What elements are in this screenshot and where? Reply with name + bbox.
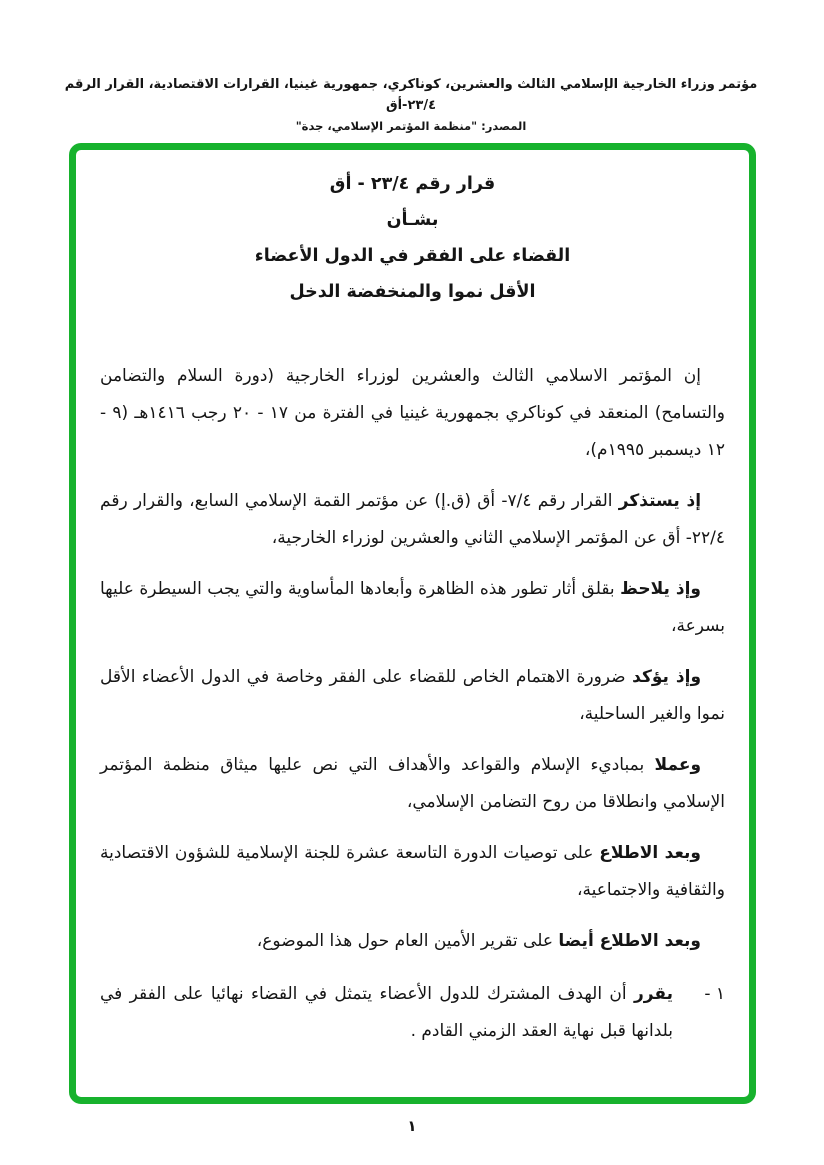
title-regarding: بشـأن [386, 210, 439, 230]
paragraph-text: على توصيات الدورة التاسعة عشرة للجنة الإسلامية للشؤون الاقتصادية والثقافية والاجتماعية، [100, 843, 725, 900]
paragraph-text: إن المؤتمر الاسلامي الثالث والعشرين لوزراء الخارجية (دورة السلام والتضامن والتسامح) المنعقد في كوناكري بجمهورية غينيا في الفترة من ١٧ - ٢٠ رجب ١٤١٦هـ (٩ - ١٢ ديسمبر ١٩٩٥م)، [100, 366, 726, 460]
title-subject-line1: القضاء على الفقر في الدول الأعضاء [254, 246, 571, 266]
paragraph-acting [100, 747, 725, 821]
paragraph-lead: وإذ يؤكد [632, 667, 702, 687]
paragraph-lead: وبعد الاطلاع أيضا [558, 931, 701, 951]
paragraph-having-considered [100, 835, 725, 909]
paragraph-noting [100, 571, 725, 645]
paragraph-lead: وبعد الاطلاع [599, 843, 701, 863]
paragraph-lead: إذ يستذكر [618, 491, 702, 511]
paragraph-text: القرار رقم ٧/٤- أق (ق.إ) عن مؤتمر القمة الإسلامي السابع، والقرار رقم ٢٢/٤- أق عن المؤتمر الإسلامي الثاني والعشرين لوزراء الخارجية، [100, 491, 725, 548]
item-text: أن الهدف المشترك للدول الأعضاء يتمثل في القضاء نهائيا على الفقر في بلدانها قبل نهاية العقد الزمني القادم . [100, 984, 673, 1041]
paragraph-having-considered-also [100, 923, 725, 960]
page-number: ١ [407, 1117, 417, 1135]
title-subject-line2: الأقل نموا والمنخفضة الدخل [289, 282, 536, 302]
paragraph-text: على تقرير الأمين العام حول هذا الموضوع، [256, 931, 554, 951]
header-source-line: مؤتمر وزراء الخارجية الإسلامي الثالث والعشرين، كوناكري، جمهورية غينيا، القرارات الاقتصادية، القرار الرقم ٢٣/٤-أق [64, 77, 758, 113]
resolution-title-block [100, 166, 725, 310]
resolution-green-frame [69, 143, 756, 1104]
paragraph-affirming [100, 659, 725, 733]
item-lead: يقرر [634, 984, 673, 1004]
paragraph-lead: وعملا [654, 755, 702, 775]
item-number: ١ - [704, 984, 725, 1004]
resolution-body [100, 358, 725, 1050]
resolution-number-title: قرار رقم ٢٣/٤ - أق [329, 174, 496, 194]
paragraph-recalling [100, 483, 725, 557]
paragraph-text: بقلق أثار تطور هذه الظاهرة وأبعادها المأساوية والتي يجب السيطرة عليها بسرعة، [100, 579, 725, 636]
item-text-block [100, 976, 673, 1050]
paragraph-lead: وإذ يلاحظ [620, 579, 701, 599]
paragraph-text: بمباديء الإسلام والقواعد والأهداف التي نص عليها ميثاق منظمة المؤتمر الإسلامي وانطلاقا من روح التضامن الإسلامي، [100, 755, 725, 812]
document-header [58, 74, 764, 136]
header-publisher-line: المصدر: "منظمة المؤتمر الإسلامي، جدة" [295, 119, 527, 133]
paragraph-preamble [100, 358, 725, 469]
paragraph-text: ضرورة الاهتمام الخاص للقضاء على الفقر وخاصة في الدول الأعضاء الأقل نموا والغير الساحلية، [100, 667, 725, 724]
resolution-operative-item [100, 976, 725, 1050]
